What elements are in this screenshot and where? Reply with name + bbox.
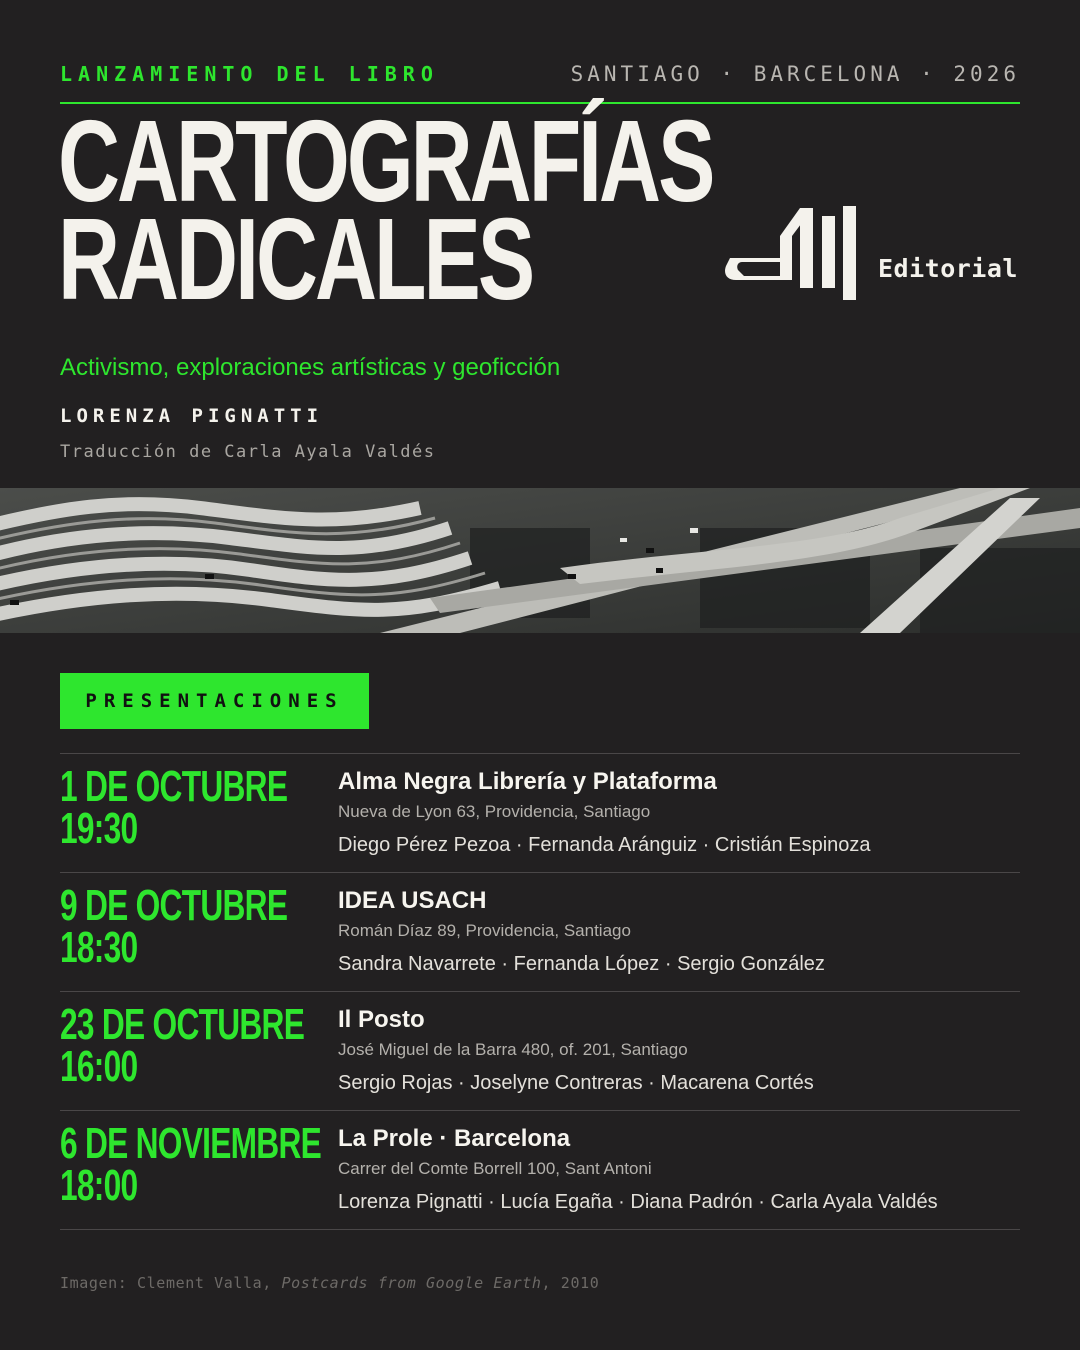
publisher-logo-mark-icon xyxy=(722,196,872,308)
book-translator: Traducción de Carla Ayala Valdés xyxy=(60,442,436,462)
events-list xyxy=(60,753,1020,1230)
book-title xyxy=(58,96,713,324)
book-subtitle: Activismo, exploraciones artísticas y geoficción xyxy=(60,354,561,381)
publisher-logo xyxy=(722,196,1022,308)
event-speakers: Lorenza Pignatti · Lucía Egaña · Diana Padrón · Carla Ayala Valdés xyxy=(338,1191,938,1213)
event-location: SANTIAGO · BARCELONA · 2026 xyxy=(570,62,1020,86)
event-time: 16:00 xyxy=(60,1042,138,1091)
image-credit xyxy=(60,1274,599,1292)
event-time: 18:00 xyxy=(60,1161,138,1210)
publisher-label: Editorial xyxy=(878,254,1018,283)
event-venue: Alma Negra Librería y Plataforma xyxy=(338,768,717,795)
event-venue: Il Posto xyxy=(338,1006,425,1033)
event-speakers: Sandra Navarrete · Fernanda López · Sergio González xyxy=(338,953,825,975)
image-credit-work: Postcards from Google Earth xyxy=(281,1274,542,1292)
event-address: Nueva de Lyon 63, Providencia, Santiago xyxy=(338,802,651,821)
event-row xyxy=(60,873,1020,992)
book-author: LORENZA PIGNATTI xyxy=(60,405,324,427)
book-title-line-1: CARTOGRAFÍAS xyxy=(58,96,713,226)
event-row xyxy=(60,1111,1020,1230)
event-date: 6 DE NOVIEMBRE xyxy=(60,1119,322,1168)
event-date-time xyxy=(60,1000,305,1091)
event-date: 23 DE OCTUBRE xyxy=(60,1000,305,1049)
event-date: 1 DE OCTUBRE xyxy=(60,762,288,811)
cover-image-strip xyxy=(0,488,1080,633)
presentations-label: PRESENTACIONES xyxy=(60,673,369,729)
event-venue: IDEA USACH xyxy=(338,887,487,914)
event-date-time xyxy=(60,881,288,972)
event-address: Román Díaz 89, Providencia, Santiago xyxy=(338,921,631,940)
event-row xyxy=(60,754,1020,873)
event-address: Carrer del Comte Borrell 100, Sant Antoni xyxy=(338,1159,652,1178)
event-date: 9 DE OCTUBRE xyxy=(60,881,288,930)
event-speakers: Sergio Rojas · Joselyne Contreras · Macarena Cortés xyxy=(338,1072,814,1094)
event-speakers: Diego Pérez Pezoa · Fernanda Aránguiz · Cristián Espinoza xyxy=(338,834,871,856)
event-date-time xyxy=(60,1119,322,1210)
image-credit-prefix: Imagen: Clement Valla, xyxy=(60,1274,282,1292)
image-credit-suffix: , 2010 xyxy=(541,1274,600,1292)
event-date-time xyxy=(60,762,288,853)
event-row xyxy=(60,992,1020,1111)
event-time: 19:30 xyxy=(60,804,138,853)
event-address: José Miguel de la Barra 480, of. 201, Santiago xyxy=(338,1040,688,1059)
book-title-line-2: RADICALES xyxy=(58,194,533,324)
event-time: 18:30 xyxy=(60,923,138,972)
event-venue: La Prole · Barcelona xyxy=(338,1125,571,1152)
event-kicker: LANZAMIENTO DEL LIBRO xyxy=(60,62,439,86)
warped-highway-image xyxy=(0,488,1080,633)
